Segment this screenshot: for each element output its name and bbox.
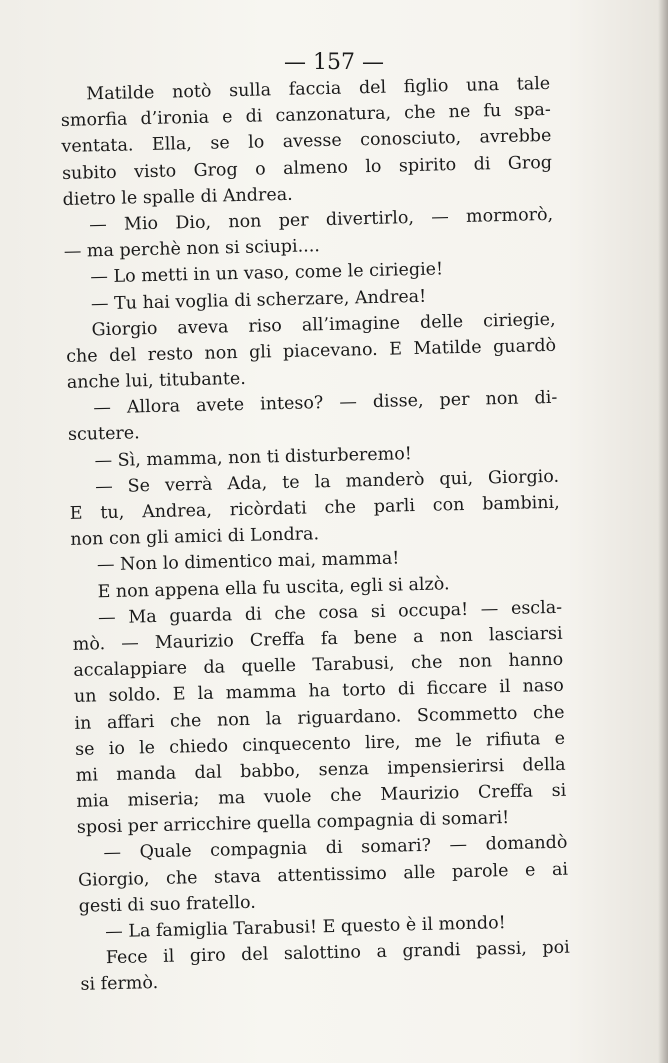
text-line: E non appena ella fu uscita, egli si alzò.: [97, 573, 450, 602]
text-line: — ma perchè non si sciupi....: [63, 236, 321, 263]
text-line: Matilde notò sulla faccia del figlio una tale: [86, 73, 551, 105]
text-line: non con gli amici di Londra.: [70, 524, 320, 551]
text-line: smorfia d’ironia e di canzonatura, che ne fu spa-: [60, 100, 551, 132]
text-line: mi manda dal babbo, senza impensierirsi della: [75, 754, 566, 786]
text-line: in affari che non la riguardano. Scommetto che: [74, 702, 565, 734]
text-line: un soldo. E la mamma ha torto di ficcare il naso: [73, 676, 565, 708]
text-line: — Tu hai voglia di scherzare, Andrea!: [90, 286, 427, 314]
text-line: — Quale compagnia di somari? — domandò: [103, 833, 568, 864]
text-line: — Ma guarda di che cosa si occupa! — escla-: [97, 597, 563, 629]
text-line: — Se verrà Ada, te la manderò qui, Giorgio.: [94, 466, 560, 498]
text-line: Giorgio aveva riso all’imagine delle ciriegie,: [91, 309, 556, 341]
text-line: se io le chiedo cinquecento lire, me le rifiuta e: [74, 728, 566, 760]
text-line: — Non lo dimentico mai, mamma!: [96, 548, 400, 576]
body-text: [60, 71, 571, 998]
text-line: — Mio Dio, non per divertirlo, — mormorò,: [89, 204, 554, 236]
text-line: scutere.: [67, 423, 140, 446]
text-line: sposi per arricchire quella compagnia di somari!: [76, 808, 510, 839]
text-line: accalappiare da quelle Tarabusi, che non hanno: [73, 649, 564, 681]
text-line: — Lo metti in un vaso, come le ciriegie!: [90, 259, 444, 288]
text-line: Giorgio, che stava attentissimo alle parole e ai: [77, 859, 569, 891]
text-line: subito visto Grog o almeno lo spirito di Grog: [61, 152, 553, 184]
text-line: E tu, Andrea, ricòrdati che parli con bambini,: [69, 492, 560, 524]
text-line: dietro le spalle di Andrea.: [62, 184, 293, 210]
text-line: mò. — Maurizio Creffa fa bene a non lasciarsi: [72, 623, 563, 655]
text-line: che del resto non gli piacevano. E Matilde guardò: [66, 335, 557, 367]
text-line: anche lui, titubante.: [66, 368, 247, 393]
text-line: — La famiglia Tarabusi! E questo è il mondo!: [105, 913, 506, 943]
text-line: — Allora avete inteso? — disse, per non di-: [93, 388, 558, 419]
page-number: — 157 —: [284, 50, 384, 75]
text-line: ventata. Ella, se lo avesse conosciuto, avrebbe: [61, 126, 552, 158]
text-line: gesti di suo fratello.: [78, 892, 256, 917]
text-line: si fermò.: [80, 973, 159, 996]
text-line: — Sì, mamma, non ti disturberemo!: [94, 443, 413, 471]
text-line: mia miseria; ma vuole che Maurizio Creffa si: [76, 780, 567, 812]
text-line: Fece il giro del salottino a grandi passi, poi: [105, 937, 571, 969]
page-edge-shadow: [658, 0, 668, 1063]
